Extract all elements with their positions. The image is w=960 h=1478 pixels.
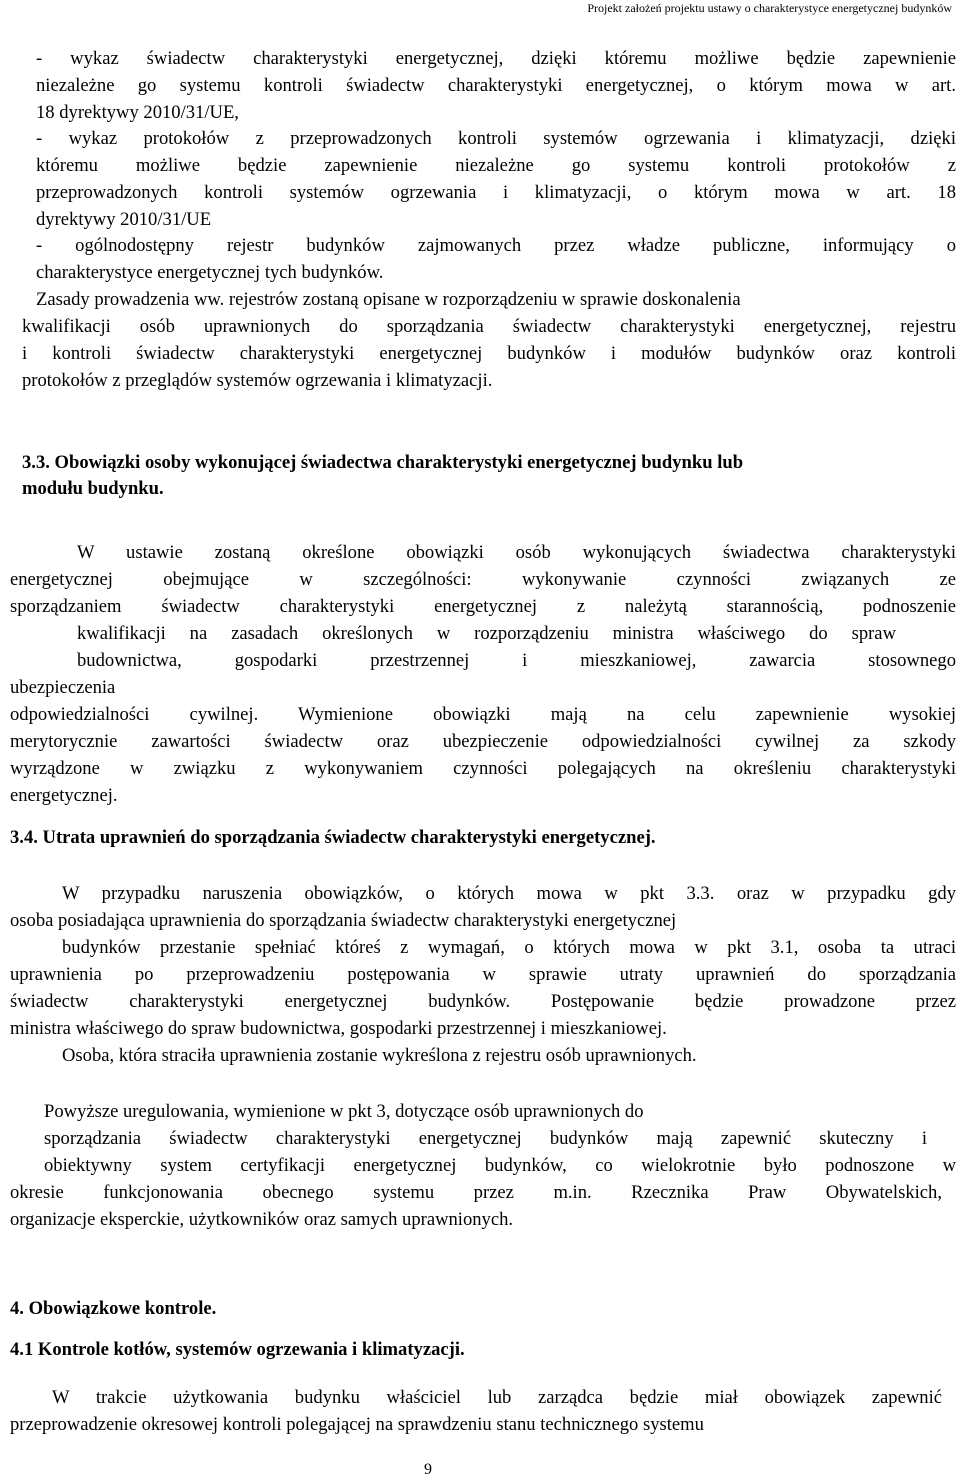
- text-line: protokołów z przeglądów systemów ogrzewania i klimatyzacji.: [22, 370, 493, 391]
- text-line: organizacje eksperckie, użytkowników oraz samych uprawnionych.: [10, 1209, 514, 1230]
- text-line: kwalifikacji osób uprawnionych do sporządzania świadectw charakterystyki energetycznej, rejestru: [22, 316, 956, 337]
- text-line: kwalifikacji na zasadach określonych w rozporządzeniu ministra właściwego do spraw: [77, 623, 896, 644]
- text-line: sporządzania świadectw charakterystyki energetycznej budynków mają zapewnić skuteczny i: [44, 1128, 927, 1149]
- running-header: Projekt założeń projektu ustawy o charakterystyce energetycznej budynków: [587, 1, 952, 15]
- section-heading: modułu budynku.: [22, 478, 164, 499]
- text-line: przeprowadzenie okresowej kontroli polegającej na sprawdzeniu stanu technicznego systemu: [10, 1414, 704, 1435]
- text-line: energetycznej.: [10, 785, 118, 806]
- text-line: W przypadku naruszenia obowiązków, o których mowa w pkt 3.3. oraz w przypadku gdy: [62, 883, 956, 904]
- text-line: Zasady prowadzenia ww. rejestrów zostaną opisane w rozporządzeniu w sprawie doskonalenia: [36, 289, 741, 310]
- text-line: któremu możliwe będzie zapewnienie niezależne go systemu kontroli protokołów z: [36, 155, 956, 176]
- section-heading: 3.4. Utrata uprawnień do sporządzania świadectw charakterystyki energetycznej.: [10, 827, 656, 848]
- text-line: W trakcie użytkowania budynku właściciel lub zarządca będzie miał obowiązek zapewnić: [52, 1387, 942, 1408]
- text-line: - wykaz świadectw charakterystyki energetycznej, dzięki któremu możliwe będzie zapewnienie: [36, 48, 956, 69]
- text-line: energetycznej obejmujące w szczególności: wykonywanie czynności związanych ze: [10, 569, 956, 590]
- text-line: wyrządzone w związku z wykonywaniem czynności polegających na określeniu charakterystyki: [10, 758, 956, 779]
- text-line: i kontroli świadectw charakterystyki energetycznej budynków i modułów budynków oraz kontroli: [22, 343, 956, 364]
- section-heading: 3.3. Obowiązki osoby wykonującej świadectwa charakterystyki energetycznej budynku lub: [22, 452, 744, 473]
- text-line: 18 dyrektywy 2010/31/UE,: [36, 102, 239, 123]
- text-line: Osoba, która straciła uprawnienia zostanie wykreślona z rejestru osób uprawnionych.: [62, 1045, 697, 1066]
- text-line: - wykaz protokołów z przeprowadzonych kontroli systemów ogrzewania i klimatyzacji, dzięki: [36, 128, 956, 149]
- text-line: niezależne go systemu kontroli świadectw charakterystyki energetycznej, o którym mowa w art.: [36, 75, 956, 96]
- text-line: okresie funkcjonowania obecnego systemu przez m.in. Rzecznika Praw Obywatelskich,: [10, 1182, 942, 1203]
- text-line: sporządzaniem świadectw charakterystyki energetycznej z należytą starannością, podnoszenie: [10, 596, 956, 617]
- page-number: 9: [424, 1461, 432, 1478]
- text-line: budynków przestanie spełniać któreś z wymagań, o których mowa w pkt 3.1, osoba ta utraci: [62, 937, 956, 958]
- text-line: ubezpieczenia: [10, 677, 116, 698]
- text-line: dyrektywy 2010/31/UE: [36, 209, 212, 230]
- text-line: budownictwa, gospodarki przestrzennej i mieszkaniowej, zawarcia stosownego: [77, 650, 956, 671]
- section-heading: 4. Obowiązkowe kontrole.: [10, 1298, 217, 1319]
- section-heading: 4.1 Kontrole kotłów, systemów ogrzewania i klimatyzacji.: [10, 1339, 465, 1360]
- text-line: - ogólnodostępny rejestr budynków zajmowanych przez władze publiczne, informujący o: [36, 235, 956, 256]
- text-line: odpowiedzialności cywilnej. Wymienione obowiązki mają na celu zapewnienie wysokiej: [10, 704, 956, 725]
- text-line: merytorycznie zawartości świadectw oraz ubezpieczenie odpowiedzialności cywilnej za szkody: [10, 731, 956, 752]
- text-line: obiektywny system certyfikacji energetycznej budynków, co wielokrotnie było podnoszone w: [44, 1155, 956, 1176]
- text-line: świadectw charakterystyki energetycznej budynków. Postępowanie będzie prowadzone przez: [10, 991, 956, 1012]
- text-line: charakterystyce energetycznej tych budynków.: [36, 262, 384, 283]
- text-line: osoba posiadająca uprawnienia do sporządzania świadectw charakterystyki energetycznej: [10, 910, 677, 931]
- text-line: Powyższe uregulowania, wymienione w pkt 3, dotyczące osób uprawnionych do: [44, 1101, 644, 1122]
- text-line: przeprowadzonych kontroli systemów ogrzewania i klimatyzacji, o którym mowa w art. 18: [36, 182, 956, 203]
- text-line: W ustawie zostaną określone obowiązki osób wykonujących świadectwa charakterystyki: [77, 542, 956, 563]
- text-line: uprawnienia po przeprowadzeniu postępowania w sprawie utraty uprawnień do sporządzania: [10, 964, 956, 985]
- text-line: ministra właściwego do spraw budownictwa, gospodarki przestrzennej i mieszkaniowej.: [10, 1018, 667, 1039]
